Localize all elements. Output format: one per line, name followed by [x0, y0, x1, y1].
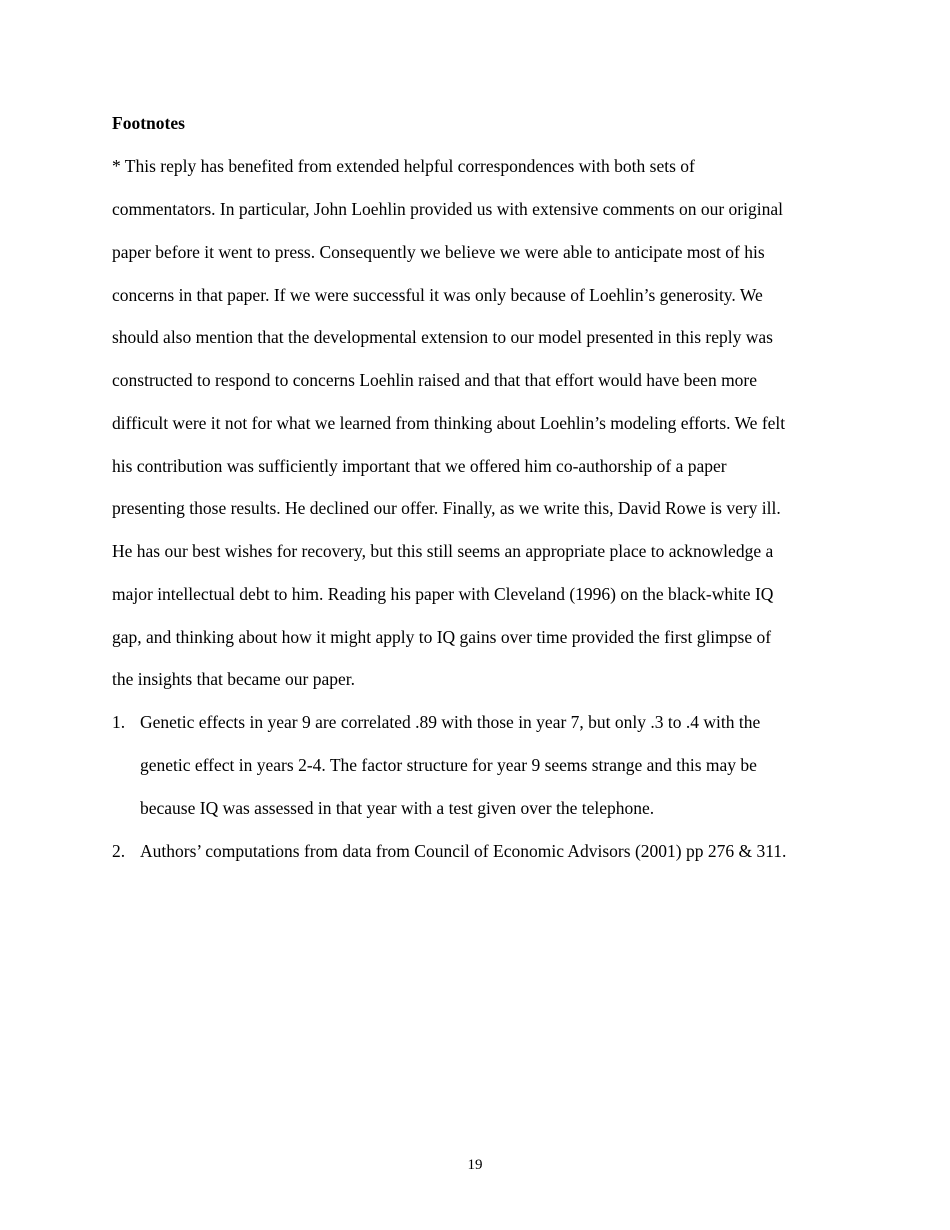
- paragraph-line: should also mention that the developmental extension to our model presented in this reply was: [112, 327, 773, 347]
- footnote-number: 1.: [112, 712, 126, 732]
- footnote-line: Authors’ computations from data from Council of Economic Advisors (2001) pp 276 & 311.: [140, 841, 787, 861]
- page-number: 19: [467, 1157, 483, 1173]
- paragraph-line: commentators. In particular, John Loehlin provided us with extensive comments on our original: [112, 199, 783, 219]
- paragraph-line: constructed to respond to concerns Loehlin raised and that that effort would have been more: [112, 370, 758, 390]
- section-heading: Footnotes: [112, 113, 185, 133]
- paragraph-line: difficult were it not for what we learned from thinking about Loehlin’s modeling efforts. We felt: [112, 413, 786, 433]
- footnote-line: because IQ was assessed in that year with a test given over the telephone.: [140, 798, 655, 818]
- paragraph-line: concerns in that paper. If we were successful it was only because of Loehlin’s generosity. We: [112, 285, 763, 305]
- paragraph-line: major intellectual debt to him. Reading his paper with Cleveland (1996) on the black-white IQ: [112, 584, 774, 604]
- paragraph-line: presenting those results. He declined our offer. Finally, as we write this, David Rowe is very ill.: [112, 498, 781, 518]
- footnote-number: 2.: [112, 841, 126, 861]
- paragraph-line: gap, and thinking about how it might apply to IQ gains over time provided the first glimpse of: [112, 627, 772, 647]
- footnote-line: Genetic effects in year 9 are correlated .89 with those in year 7, but only .3 to .4 with the: [140, 712, 761, 732]
- paragraph-line: the insights that became our paper.: [112, 669, 355, 689]
- paragraph-line: paper before it went to press. Consequently we believe we were able to anticipate most of his: [112, 242, 765, 262]
- paragraph-line: He has our best wishes for recovery, but this still seems an appropriate place to acknowledge a: [112, 541, 774, 561]
- footnote-line: genetic effect in years 2-4. The factor structure for year 9 seems strange and this may be: [140, 755, 757, 775]
- paragraph-line: * This reply has benefited from extended helpful correspondences with both sets of: [112, 156, 695, 176]
- paragraph-line: his contribution was sufficiently important that we offered him co-authorship of a paper: [112, 456, 727, 476]
